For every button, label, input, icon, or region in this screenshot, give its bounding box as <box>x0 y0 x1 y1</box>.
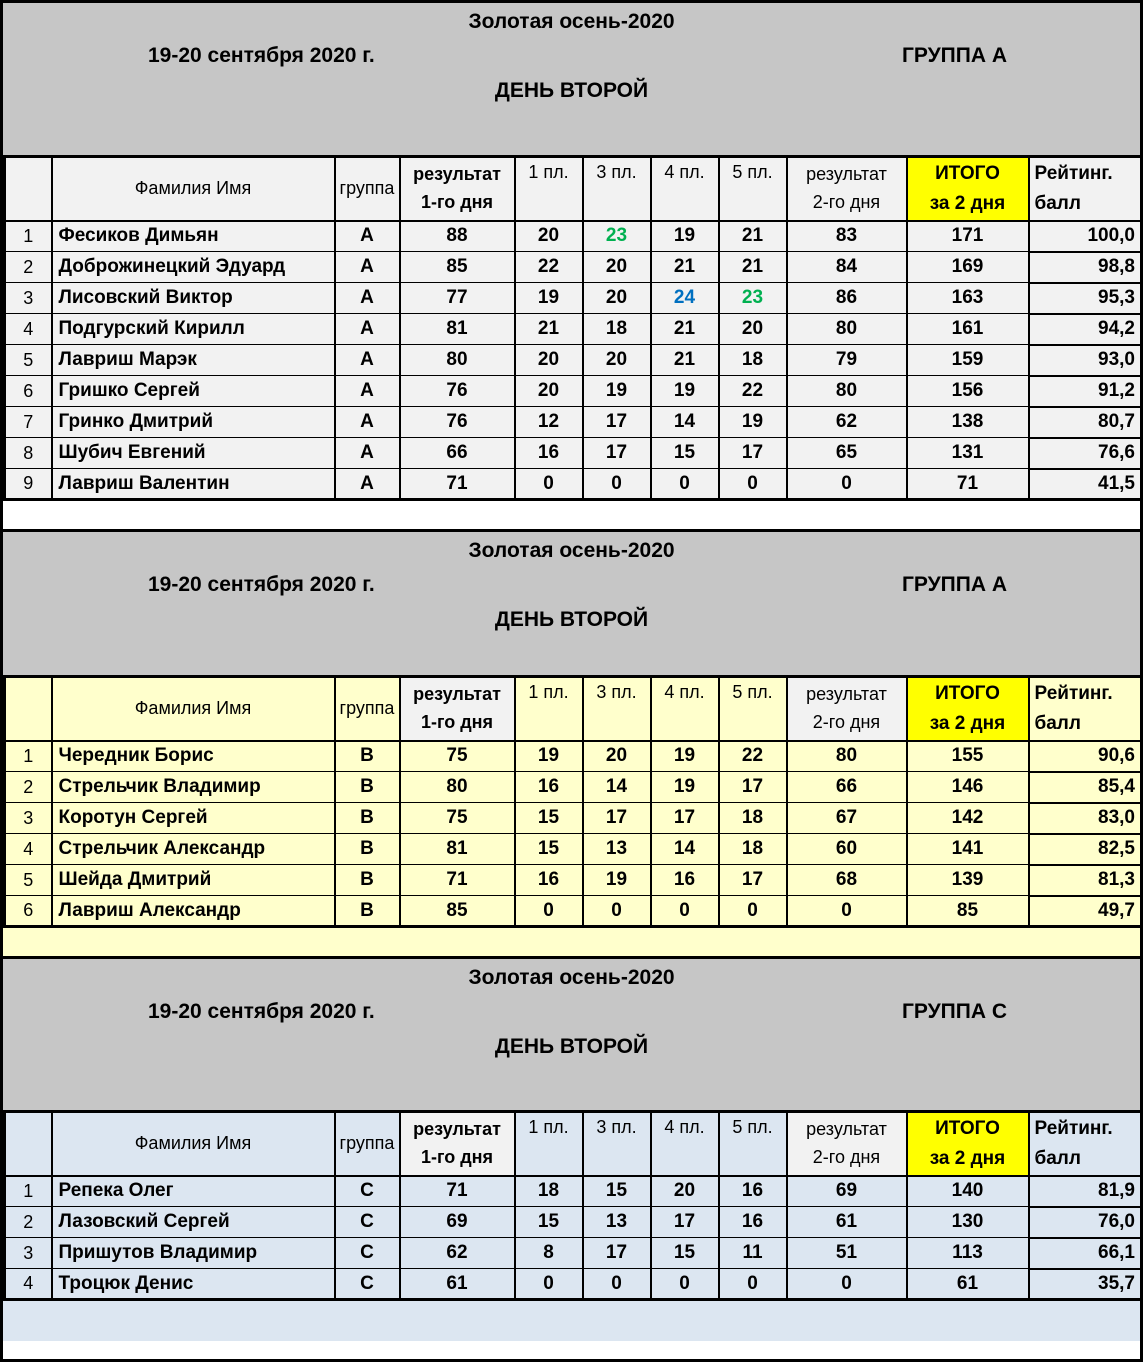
cell-rating: 91,2 <box>1029 376 1142 407</box>
cell-p5: 18 <box>719 834 787 865</box>
cell-p1: 19 <box>515 283 583 314</box>
day-label: ДЕНЬ ВТОРОЙ <box>494 608 649 631</box>
cell-rating: 66,1 <box>1029 1238 1142 1269</box>
column-header-result-day1: результат 1-го дня <box>400 1112 515 1176</box>
cell-p1: 20 <box>515 221 583 252</box>
cell-group: А <box>335 376 400 407</box>
column-header-num <box>5 157 52 221</box>
cell-p3: 14 <box>583 772 651 803</box>
cell-rating: 98,8 <box>1029 252 1142 283</box>
cell-total: 141 <box>907 834 1029 865</box>
group-label: ГРУППА С <box>901 1000 1007 1023</box>
cell-group: С <box>335 1207 400 1238</box>
results-table-group-b <box>3 675 1143 928</box>
cell-rating: 90,6 <box>1029 741 1142 772</box>
column-header-p5: 5 пл. <box>719 1112 787 1176</box>
cell-total: 61 <box>907 1269 1029 1300</box>
cell-p5: 17 <box>719 772 787 803</box>
cell-p3: 20 <box>583 252 651 283</box>
section-divider <box>3 928 1140 959</box>
column-header-p1: 1 пл. <box>515 677 583 741</box>
cell-p1: 0 <box>515 1269 583 1300</box>
cell-group: В <box>335 803 400 834</box>
column-header-p1: 1 пл. <box>515 1112 583 1176</box>
cell-p3: 20 <box>583 345 651 376</box>
cell-p1: 22 <box>515 252 583 283</box>
cell-p3: 0 <box>583 1269 651 1300</box>
cell-group: С <box>335 1238 400 1269</box>
cell-res2: 66 <box>787 772 907 803</box>
cell-name: Лавриш Марэк <box>52 345 335 376</box>
cell-num: 2 <box>5 1207 52 1238</box>
cell-total: 169 <box>907 252 1029 283</box>
cell-num: 1 <box>5 221 52 252</box>
header-row <box>5 1112 1142 1176</box>
section-divider <box>3 501 1140 532</box>
column-header-total: ИТОГО за 2 дня <box>907 1112 1029 1176</box>
cell-res1: 71 <box>400 865 515 896</box>
cell-p5: 19 <box>719 407 787 438</box>
column-header-name: Фамилия Имя <box>52 677 335 741</box>
cell-p3: 20 <box>583 283 651 314</box>
cell-p3: 17 <box>583 407 651 438</box>
date-group-line <box>3 573 1140 597</box>
column-header-p5: 5 пл. <box>719 157 787 221</box>
cell-res1: 75 <box>400 741 515 772</box>
cell-total: 142 <box>907 803 1029 834</box>
bottom-filler <box>3 1301 1140 1341</box>
cell-name: Коротун Сергей <box>52 803 335 834</box>
column-header-result-day1: результат 1-го дня <box>400 677 515 741</box>
cell-res1: 85 <box>400 252 515 283</box>
cell-p3: 17 <box>583 803 651 834</box>
cell-total: 139 <box>907 865 1029 896</box>
cell-num: 3 <box>5 1238 52 1269</box>
cell-num: 4 <box>5 1269 52 1300</box>
cell-p4: 14 <box>651 407 719 438</box>
column-header-name: Фамилия Имя <box>52 1112 335 1176</box>
cell-p4: 14 <box>651 834 719 865</box>
cell-name: Доброжинецкий Эдуард <box>52 252 335 283</box>
header-row <box>5 677 1142 741</box>
table-row <box>5 803 1142 834</box>
cell-p1: 15 <box>515 834 583 865</box>
cell-total: 71 <box>907 469 1029 500</box>
cell-res1: 88 <box>400 221 515 252</box>
cell-res1: 81 <box>400 314 515 345</box>
cell-total: 113 <box>907 1238 1029 1269</box>
cell-p3: 19 <box>583 376 651 407</box>
cell-p3: 0 <box>583 896 651 927</box>
tournament-title: Золотая осень-2020 <box>468 966 675 989</box>
cell-p5: 18 <box>719 803 787 834</box>
cell-p4: 0 <box>651 1269 719 1300</box>
cell-name: Лавриш Александр <box>52 896 335 927</box>
cell-name: Пришутов Владимир <box>52 1238 335 1269</box>
cell-res1: 76 <box>400 407 515 438</box>
cell-p1: 15 <box>515 803 583 834</box>
cell-group: В <box>335 865 400 896</box>
cell-p5: 0 <box>719 469 787 500</box>
cell-total: 146 <box>907 772 1029 803</box>
cell-p1: 0 <box>515 896 583 927</box>
table-row <box>5 345 1142 376</box>
cell-res1: 69 <box>400 1207 515 1238</box>
column-header-p4: 4 пл. <box>651 677 719 741</box>
column-header-num <box>5 677 52 741</box>
cell-p1: 20 <box>515 376 583 407</box>
cell-num: 5 <box>5 865 52 896</box>
cell-p1: 16 <box>515 772 583 803</box>
cell-res2: 60 <box>787 834 907 865</box>
column-header-p4: 4 пл. <box>651 157 719 221</box>
cell-rating: 94,2 <box>1029 314 1142 345</box>
cell-p5: 17 <box>719 438 787 469</box>
cell-rating: 82,5 <box>1029 834 1142 865</box>
cell-p3: 0 <box>583 469 651 500</box>
table-row <box>5 438 1142 469</box>
cell-group: А <box>335 438 400 469</box>
cell-num: 4 <box>5 314 52 345</box>
column-header-p3: 3 пл. <box>583 677 651 741</box>
cell-name: Троцюк Денис <box>52 1269 335 1300</box>
section-header-group-a <box>3 3 1140 155</box>
cell-name: Стрельчик Владимир <box>52 772 335 803</box>
cell-p4: 24 <box>651 283 719 314</box>
cell-num: 1 <box>5 1176 52 1207</box>
cell-res2: 65 <box>787 438 907 469</box>
column-header-rating: Рейтинг. балл <box>1029 1112 1142 1176</box>
cell-group: В <box>335 896 400 927</box>
cell-p4: 20 <box>651 1176 719 1207</box>
column-header-p1: 1 пл. <box>515 157 583 221</box>
table-row <box>5 865 1142 896</box>
cell-name: Лавриш Валентин <box>52 469 335 500</box>
table-row <box>5 1176 1142 1207</box>
column-header-result-day2: результат 2-го дня <box>787 1112 907 1176</box>
cell-name: Гришко Сергей <box>52 376 335 407</box>
cell-res2: 67 <box>787 803 907 834</box>
cell-num: 5 <box>5 345 52 376</box>
tournament-date: 19-20 сентября 2020 г. <box>148 573 375 596</box>
cell-group: А <box>335 314 400 345</box>
tournament-date: 19-20 сентября 2020 г. <box>148 44 375 67</box>
cell-p5: 0 <box>719 1269 787 1300</box>
cell-num: 6 <box>5 376 52 407</box>
cell-res2: 0 <box>787 896 907 927</box>
cell-total: 140 <box>907 1176 1029 1207</box>
cell-p5: 20 <box>719 314 787 345</box>
cell-res2: 0 <box>787 469 907 500</box>
cell-num: 2 <box>5 772 52 803</box>
cell-total: 131 <box>907 438 1029 469</box>
cell-p4: 21 <box>651 314 719 345</box>
cell-name: Шейда Дмитрий <box>52 865 335 896</box>
cell-p3: 18 <box>583 314 651 345</box>
cell-name: Лазовский Сергей <box>52 1207 335 1238</box>
column-header-group: группа <box>335 677 400 741</box>
cell-rating: 83,0 <box>1029 803 1142 834</box>
group-label: ГРУППА А <box>901 44 1007 67</box>
cell-total: 85 <box>907 896 1029 927</box>
cell-total: 156 <box>907 376 1029 407</box>
cell-rating: 85,4 <box>1029 772 1142 803</box>
column-header-group: группа <box>335 1112 400 1176</box>
cell-p4: 16 <box>651 865 719 896</box>
column-header-p3: 3 пл. <box>583 1112 651 1176</box>
date-group-line <box>3 1000 1140 1024</box>
cell-res2: 80 <box>787 741 907 772</box>
results-table-group-c <box>3 1110 1143 1301</box>
table-row <box>5 376 1142 407</box>
table-row <box>5 469 1142 500</box>
cell-num: 2 <box>5 252 52 283</box>
cell-res1: 80 <box>400 345 515 376</box>
cell-p3: 15 <box>583 1176 651 1207</box>
section-header-group-c <box>3 959 1140 1110</box>
cell-p5: 22 <box>719 376 787 407</box>
table-row <box>5 221 1142 252</box>
cell-p5: 11 <box>719 1238 787 1269</box>
cell-group: А <box>335 469 400 500</box>
cell-num: 1 <box>5 741 52 772</box>
cell-p1: 0 <box>515 469 583 500</box>
cell-name: Стрельчик Александр <box>52 834 335 865</box>
tournament-date: 19-20 сентября 2020 г. <box>148 1000 375 1023</box>
cell-p4: 17 <box>651 1207 719 1238</box>
table-row <box>5 772 1142 803</box>
cell-p1: 19 <box>515 741 583 772</box>
column-header-result-day2: результат 2-го дня <box>787 677 907 741</box>
column-header-p5: 5 пл. <box>719 677 787 741</box>
cell-p3: 13 <box>583 1207 651 1238</box>
cell-group: А <box>335 407 400 438</box>
cell-res2: 68 <box>787 865 907 896</box>
cell-name: Гринко Дмитрий <box>52 407 335 438</box>
cell-rating: 100,0 <box>1029 221 1142 252</box>
cell-total: 138 <box>907 407 1029 438</box>
cell-rating: 81,3 <box>1029 865 1142 896</box>
cell-num: 8 <box>5 438 52 469</box>
table-row <box>5 252 1142 283</box>
column-header-result-day1: результат 1-го дня <box>400 157 515 221</box>
cell-p5: 23 <box>719 283 787 314</box>
cell-rating: 76,6 <box>1029 438 1142 469</box>
cell-res2: 86 <box>787 283 907 314</box>
cell-name: Подгурский Кирилл <box>52 314 335 345</box>
cell-p4: 19 <box>651 741 719 772</box>
cell-group: В <box>335 741 400 772</box>
cell-total: 161 <box>907 314 1029 345</box>
table-row <box>5 1207 1142 1238</box>
cell-res2: 79 <box>787 345 907 376</box>
cell-num: 6 <box>5 896 52 927</box>
cell-p3: 20 <box>583 741 651 772</box>
cell-res1: 76 <box>400 376 515 407</box>
cell-p1: 20 <box>515 345 583 376</box>
cell-rating: 81,9 <box>1029 1176 1142 1207</box>
cell-p5: 16 <box>719 1207 787 1238</box>
cell-res1: 61 <box>400 1269 515 1300</box>
cell-p4: 15 <box>651 438 719 469</box>
cell-total: 130 <box>907 1207 1029 1238</box>
cell-group: С <box>335 1176 400 1207</box>
tournament-title: Золотая осень-2020 <box>468 539 675 562</box>
cell-p5: 18 <box>719 345 787 376</box>
cell-p1: 12 <box>515 407 583 438</box>
cell-num: 3 <box>5 283 52 314</box>
cell-p5: 21 <box>719 221 787 252</box>
cell-rating: 93,0 <box>1029 345 1142 376</box>
cell-p4: 17 <box>651 803 719 834</box>
cell-res1: 66 <box>400 438 515 469</box>
cell-group: А <box>335 345 400 376</box>
cell-res1: 75 <box>400 803 515 834</box>
table-row <box>5 834 1142 865</box>
cell-res2: 51 <box>787 1238 907 1269</box>
cell-p3: 17 <box>583 438 651 469</box>
group-label: ГРУППА А <box>901 573 1007 596</box>
cell-p4: 21 <box>651 345 719 376</box>
cell-p5: 17 <box>719 865 787 896</box>
cell-res1: 62 <box>400 1238 515 1269</box>
cell-name: Фесиков Димьян <box>52 221 335 252</box>
cell-group: А <box>335 252 400 283</box>
cell-p1: 15 <box>515 1207 583 1238</box>
table-row <box>5 407 1142 438</box>
column-header-total: ИТОГО за 2 дня <box>907 157 1029 221</box>
cell-num: 4 <box>5 834 52 865</box>
cell-rating: 49,7 <box>1029 896 1142 927</box>
results-table-group-a <box>3 155 1143 501</box>
cell-p4: 21 <box>651 252 719 283</box>
cell-p4: 0 <box>651 469 719 500</box>
cell-p3: 23 <box>583 221 651 252</box>
cell-group: С <box>335 1269 400 1300</box>
cell-res2: 62 <box>787 407 907 438</box>
cell-p1: 21 <box>515 314 583 345</box>
cell-rating: 41,5 <box>1029 469 1142 500</box>
cell-total: 171 <box>907 221 1029 252</box>
cell-total: 163 <box>907 283 1029 314</box>
cell-group: В <box>335 834 400 865</box>
day-label: ДЕНЬ ВТОРОЙ <box>494 1035 649 1058</box>
cell-group: А <box>335 283 400 314</box>
cell-rating: 76,0 <box>1029 1207 1142 1238</box>
cell-p3: 19 <box>583 865 651 896</box>
cell-num: 3 <box>5 803 52 834</box>
cell-name: Лисовский Виктор <box>52 283 335 314</box>
cell-res2: 80 <box>787 376 907 407</box>
cell-p5: 0 <box>719 896 787 927</box>
column-header-group: группа <box>335 157 400 221</box>
cell-p4: 15 <box>651 1238 719 1269</box>
cell-num: 9 <box>5 469 52 500</box>
table-row <box>5 1238 1142 1269</box>
cell-group: А <box>335 221 400 252</box>
cell-res2: 80 <box>787 314 907 345</box>
cell-total: 155 <box>907 741 1029 772</box>
date-group-line <box>3 44 1140 68</box>
cell-res2: 83 <box>787 221 907 252</box>
cell-p4: 19 <box>651 221 719 252</box>
cell-p4: 19 <box>651 376 719 407</box>
table-row <box>5 896 1142 927</box>
column-header-name: Фамилия Имя <box>52 157 335 221</box>
cell-name: Репека Олег <box>52 1176 335 1207</box>
cell-res2: 61 <box>787 1207 907 1238</box>
tournament-title: Золотая осень-2020 <box>468 10 675 33</box>
cell-res2: 69 <box>787 1176 907 1207</box>
table-row <box>5 741 1142 772</box>
day-label: ДЕНЬ ВТОРОЙ <box>494 79 649 102</box>
column-header-total: ИТОГО за 2 дня <box>907 677 1029 741</box>
header-row <box>5 157 1142 221</box>
column-header-p4: 4 пл. <box>651 1112 719 1176</box>
cell-p1: 16 <box>515 438 583 469</box>
cell-p4: 19 <box>651 772 719 803</box>
column-header-p3: 3 пл. <box>583 157 651 221</box>
cell-res1: 85 <box>400 896 515 927</box>
cell-p4: 0 <box>651 896 719 927</box>
column-header-rating: Рейтинг. балл <box>1029 157 1142 221</box>
cell-res1: 71 <box>400 1176 515 1207</box>
column-header-num <box>5 1112 52 1176</box>
column-header-rating: Рейтинг. балл <box>1029 677 1142 741</box>
table-row <box>5 314 1142 345</box>
cell-res2: 0 <box>787 1269 907 1300</box>
cell-num: 7 <box>5 407 52 438</box>
cell-rating: 80,7 <box>1029 407 1142 438</box>
cell-p5: 21 <box>719 252 787 283</box>
cell-res1: 77 <box>400 283 515 314</box>
cell-name: Чередник Борис <box>52 741 335 772</box>
cell-p3: 13 <box>583 834 651 865</box>
cell-p3: 17 <box>583 1238 651 1269</box>
cell-res1: 71 <box>400 469 515 500</box>
cell-res1: 81 <box>400 834 515 865</box>
cell-rating: 35,7 <box>1029 1269 1142 1300</box>
cell-res1: 80 <box>400 772 515 803</box>
cell-rating: 95,3 <box>1029 283 1142 314</box>
cell-group: В <box>335 772 400 803</box>
column-header-result-day2: результат 2-го дня <box>787 157 907 221</box>
table-row <box>5 283 1142 314</box>
table-row <box>5 1269 1142 1300</box>
cell-p1: 16 <box>515 865 583 896</box>
cell-name: Шубич Евгений <box>52 438 335 469</box>
cell-res2: 84 <box>787 252 907 283</box>
cell-p1: 18 <box>515 1176 583 1207</box>
cell-p5: 22 <box>719 741 787 772</box>
section-header-group-b <box>3 532 1140 675</box>
cell-p1: 8 <box>515 1238 583 1269</box>
cell-total: 159 <box>907 345 1029 376</box>
cell-p5: 16 <box>719 1176 787 1207</box>
